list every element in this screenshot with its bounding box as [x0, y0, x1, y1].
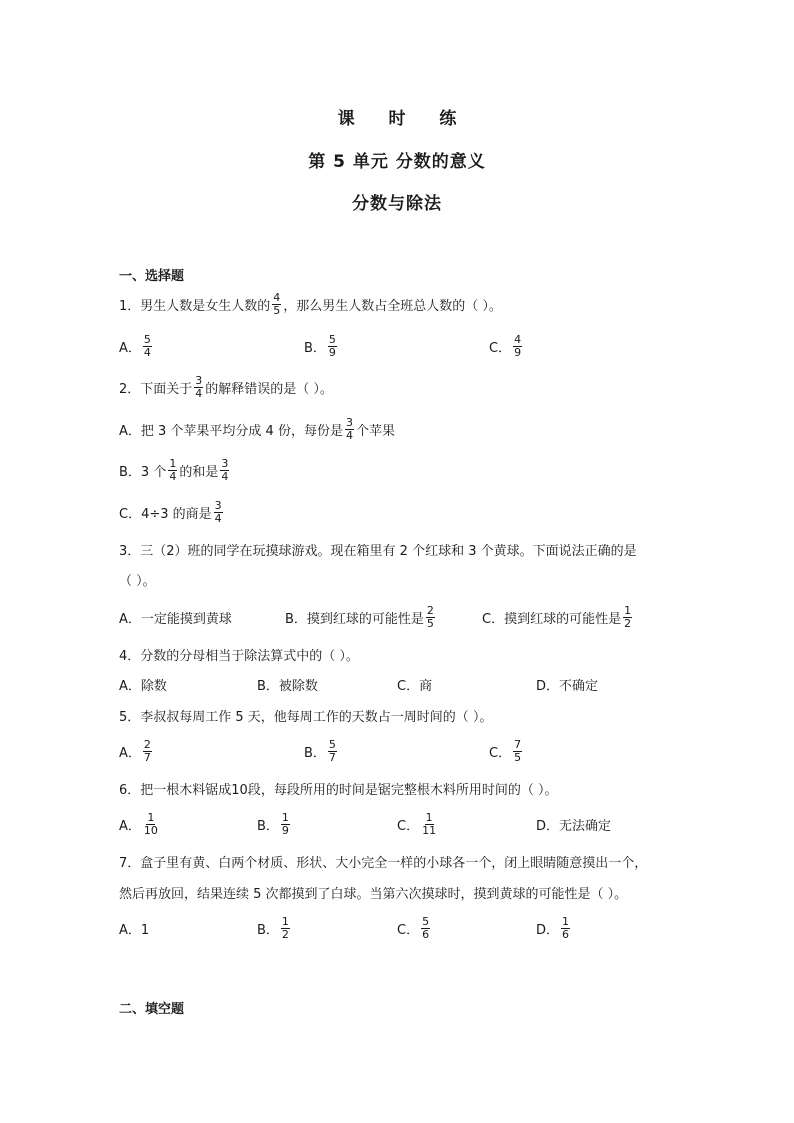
option-d: D．不确定 [536, 678, 599, 694]
denominator: 4 [221, 469, 229, 483]
option-label: C． [397, 818, 420, 834]
fraction [328, 739, 337, 764]
option-text: B．摸到红球的可能性是 [285, 611, 424, 627]
fraction [143, 739, 152, 764]
fraction [220, 458, 229, 483]
option-d [536, 913, 572, 943]
option-label: A． [119, 745, 141, 761]
option-a: A．1 [119, 922, 150, 938]
denominator: 4 [169, 469, 177, 483]
option-c [482, 602, 634, 632]
option-c [119, 497, 225, 527]
denominator: 11 [422, 823, 437, 837]
numerator: 1 [147, 810, 155, 824]
numerator: 1 [562, 914, 570, 928]
option-text: A．把 3 个苹果平均分成 4 份，每份是 [119, 423, 343, 439]
numerator: 1 [169, 456, 177, 470]
denominator: 2 [281, 927, 289, 941]
option-label: B． [304, 340, 326, 356]
question-7: 7．盒子里有黄、白两个材质、形状、大小完全一样的小球各一个，闭上眼睛随意摸出一个， [119, 855, 648, 871]
option-a [119, 331, 154, 361]
numerator: 1 [281, 810, 289, 824]
option-label: B． [257, 922, 279, 938]
fraction [214, 500, 223, 525]
question-text: 的解释错误的是（ ）。 [205, 381, 333, 397]
fraction [194, 375, 203, 400]
option-c [489, 331, 524, 361]
denominator: 5 [426, 616, 434, 630]
denominator: 9 [281, 823, 289, 837]
denominator: 4 [195, 386, 203, 400]
fraction [561, 916, 570, 941]
denominator: 5 [514, 750, 522, 764]
option-d: D．无法确定 [536, 818, 612, 834]
numerator: 5 [328, 332, 336, 346]
section-heading-choice: 一、选择题 [119, 268, 185, 284]
option-label: C． [489, 340, 512, 356]
option-text: C．摸到红球的可能性是 [482, 611, 622, 627]
option-c: C．商 [397, 678, 433, 694]
option-label: A． [119, 818, 141, 834]
denominator: 2 [624, 616, 632, 630]
option-b [257, 913, 292, 943]
fraction [426, 605, 435, 630]
option-label: C． [397, 922, 420, 938]
option-text: 的和是 [179, 464, 219, 480]
question-3: 3．三（2）班的同学在玩摸球游戏。现在箱里有 2 个红球和 3 个黄球。下面说法正确的是 [119, 543, 637, 559]
option-label: D． [536, 922, 560, 938]
question-4: 4．分数的分母相当于除法算式中的（ ）。 [119, 648, 359, 664]
option-b [257, 809, 292, 839]
denominator: 4 [143, 345, 151, 359]
denominator: 7 [143, 750, 151, 764]
denominator: 4 [214, 511, 222, 525]
option-b [304, 736, 339, 766]
unit-title: 第 5 单元 分数的意义 [308, 152, 486, 172]
question-text: 1．男生人数是女生人数的 [119, 298, 271, 314]
fraction [421, 916, 430, 941]
option-text: C．4÷3 的商是 [119, 506, 212, 522]
question-1 [119, 289, 502, 319]
numerator: 3 [195, 373, 203, 387]
fraction [281, 812, 290, 837]
fraction [513, 334, 522, 359]
option-a [119, 414, 395, 444]
fraction [168, 458, 177, 483]
denominator: 9 [328, 345, 336, 359]
section-heading-fill: 二、填空题 [119, 1001, 185, 1017]
numerator: 2 [426, 603, 434, 617]
question-3-continued: （ ）。 [119, 573, 156, 589]
fraction [421, 812, 437, 837]
page-title: 课 时 练 [337, 109, 471, 129]
question-7-continued: 然后再放回，结果连续 5 次都摸到了白球。当第六次摸球时，摸到黄球的可能性是（ ）。 [119, 886, 628, 902]
fraction [272, 292, 281, 317]
question-text: ，那么男生人数占全班总人数的（ ）。 [283, 298, 502, 314]
numerator: 5 [328, 737, 336, 751]
fraction [345, 417, 354, 442]
lesson-title: 分数与除法 [352, 194, 442, 214]
numerator: 3 [221, 456, 229, 470]
option-a [119, 809, 161, 839]
numerator: 5 [143, 332, 151, 346]
denominator: 4 [345, 428, 353, 442]
fraction [143, 812, 159, 837]
option-text: A．一定能摸到黄球 [119, 611, 232, 627]
numerator: 7 [514, 737, 522, 751]
question-2 [119, 372, 333, 402]
numerator: 1 [624, 603, 632, 617]
option-label: C． [489, 745, 512, 761]
fraction [513, 739, 522, 764]
numerator: 1 [281, 914, 289, 928]
numerator: 1 [425, 810, 433, 824]
option-b [304, 331, 339, 361]
numerator: 2 [143, 737, 151, 751]
fraction [328, 334, 337, 359]
option-text: 个苹果 [355, 423, 395, 439]
numerator: 5 [422, 914, 430, 928]
denominator: 7 [328, 750, 336, 764]
denominator: 5 [273, 303, 281, 317]
denominator: 9 [514, 345, 522, 359]
denominator: 10 [143, 823, 158, 837]
option-label: B． [304, 745, 326, 761]
option-label: A． [119, 340, 141, 356]
denominator: 6 [562, 927, 570, 941]
denominator: 6 [422, 927, 430, 941]
option-a [119, 602, 232, 632]
numerator: 3 [345, 415, 353, 429]
option-a [119, 736, 154, 766]
option-b [285, 602, 437, 632]
option-c [489, 736, 524, 766]
option-b: B．被除数 [257, 678, 318, 694]
numerator: 3 [214, 498, 222, 512]
fraction [143, 334, 152, 359]
fraction [623, 605, 632, 630]
option-a: A．除数 [119, 678, 167, 694]
numerator: 4 [514, 332, 522, 346]
option-text: B．3 个 [119, 464, 167, 480]
option-c [397, 913, 432, 943]
numerator: 4 [273, 290, 281, 304]
question-6: 6．把一根木料锯成10段，每段所用的时间是锯完整根木料所用时间的（ ）。 [119, 782, 558, 798]
option-b [119, 455, 231, 485]
option-c [397, 809, 439, 839]
question-text: 2．下面关于 [119, 381, 193, 397]
question-5: 5．李叔叔每周工作 5 天，他每周工作的天数占一周时间的（ ）。 [119, 709, 493, 725]
option-label: B． [257, 818, 279, 834]
fraction [281, 916, 290, 941]
